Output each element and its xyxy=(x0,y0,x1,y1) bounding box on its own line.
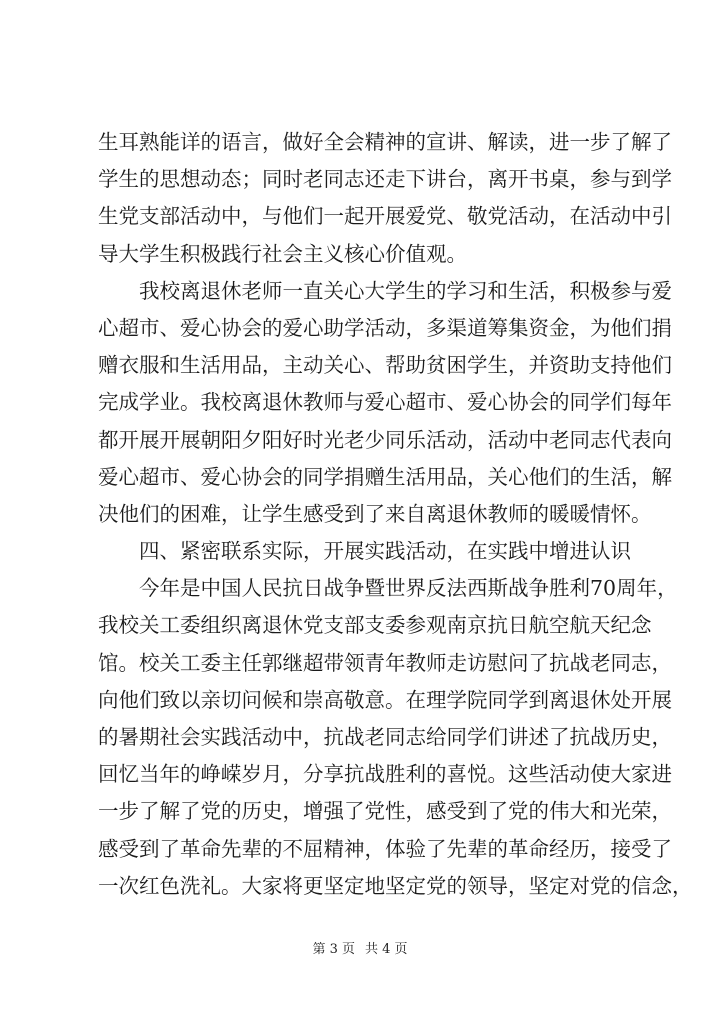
text-line: 向他们致以亲切问候和崇高敬意。在理学院同学到离退休处开展 xyxy=(98,687,672,712)
text-line: 感受到了革命先辈的不屈精神，体验了先辈的革命经历，接受了 xyxy=(98,836,672,861)
text-line: 一次红色洗礼。大家将更坚定地坚定党的领导，坚定对党的信念， xyxy=(98,873,693,898)
page-total: 共 4 页 xyxy=(365,942,408,957)
text-line: 馆。校关工委主任郭继超带领青年教师走访慰问了抗战老同志， xyxy=(98,650,672,675)
text-line: 学生的思想动态；同时老同志还走下讲台，离开书桌，参与到学 xyxy=(98,167,672,192)
text-line: 我校关工委组织离退休党支部支委参观南京抗日航空航天纪念 xyxy=(98,613,652,638)
text-line: 都开展开展朝阳夕阳好时光老少同乐活动，活动中老同志代表向 xyxy=(98,427,672,452)
section-heading: 四、紧密联系实际，开展实践活动，在实践中增进认识 xyxy=(139,539,631,564)
text-line: 赠衣服和生活用品，主动关心、帮助贫困学生，并资助支持他们 xyxy=(98,353,672,378)
text-line: 导大学生积极践行社会主义核心价值观。 xyxy=(98,241,467,266)
paragraph-start: 今年是中国人民抗日战争暨世界反法西斯战争胜利70周年， xyxy=(139,576,678,601)
text-line: 生耳熟能详的语言，做好全会精神的宣讲、解读，进一步了解了 xyxy=(98,130,672,154)
text-line: 决他们的困难，让学生感受到了来自离退休教师的暖暖情怀。 xyxy=(98,501,652,526)
paragraph-start: 我校离退休老师一直关心大学生的学习和生活，积极参与爱 xyxy=(139,278,672,303)
text-line: 心超市、爱心协会的爱心助学活动，多渠道筹集资金，为他们捐 xyxy=(98,315,672,340)
page-number: 第 3 页 xyxy=(312,942,355,957)
page-footer xyxy=(0,938,720,957)
text-line: 完成学业。我校离退休教师与爱心超市、爱心协会的同学们每年 xyxy=(98,390,672,415)
text-line: 一步了解了党的历史，增强了党性，感受到了党的伟大和光荣， xyxy=(98,799,672,824)
body-text xyxy=(98,124,693,905)
text-line: 的暑期社会实践活动中，抗战老同志给同学们讲述了抗战历史， xyxy=(98,725,672,749)
text-line: 爱心超市、爱心协会的同学捐赠生活用品，关心他们的生活，解 xyxy=(98,464,672,489)
text-line: 生党支部活动中，与他们一起开展爱党、敬党活动，在活动中引 xyxy=(98,204,672,229)
text-line: 回忆当年的峥嵘岁月，分享抗战胜利的喜悦。这些活动使大家进 xyxy=(98,762,672,787)
